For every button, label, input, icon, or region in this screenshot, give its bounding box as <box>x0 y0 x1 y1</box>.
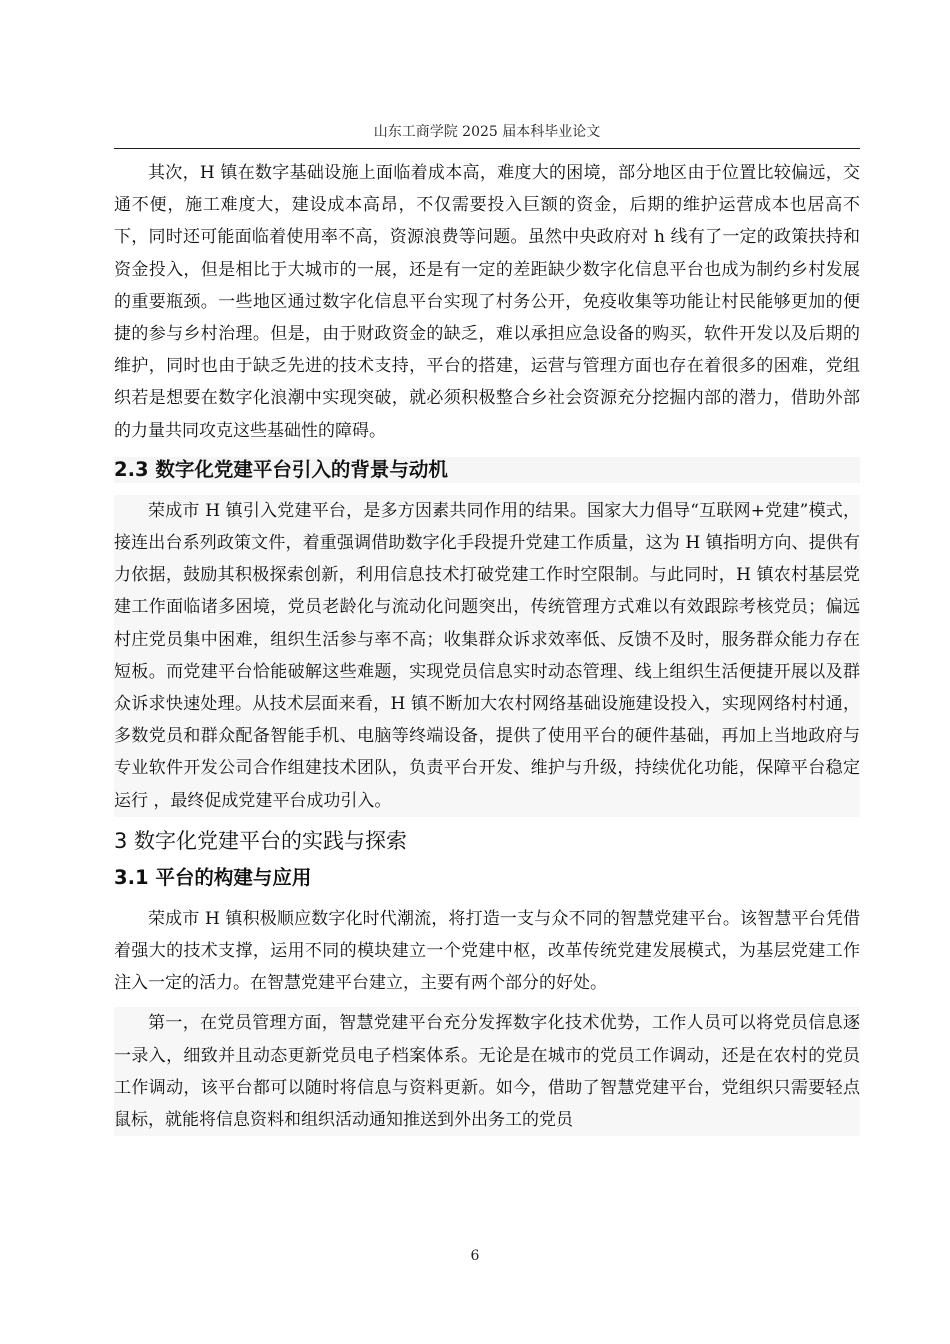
paragraph-member-management: 第一，在党员管理方面，智慧党建平台充分发挥数字化技术优势，工作人员可以将党员信息逐一录入，细致并且动态更新党员电子档案体系。无论是在城市的党员工作调动，还是在农村的党员工作调动，该平台都可以随时将信息与资料更新。如今，借助了智慧党建平台，党组织只需要轻点鼠标，就能将信息资料和组织活动通知推送到外出务工的党员 <box>114 1007 860 1136</box>
section-heading-3-1: 3.1 平台的构建与应用 <box>114 865 312 889</box>
paragraph-infrastructure-challenges: 其次，H 镇在数字基础设施上面临着成本高，难度大的困境，部分地区由于位置比较偏远，交通不便，施工难度大，建设成本高昂，不仅需要投入巨额的资金，后期的维护运营成本也居高不下，同时还可能面临着使用率不高，资源浪费等问题。虽然中央政府对 h 线有了一定的政策扶持和资金投入，但是相比于大城市的一展，还是有一定的差距缺少数字化信息平台也成为制约乡村发展的重要瓶颈。一些地区通过数字化信息平台实现了村务公开，免疫收集等功能让村民能够更加的便捷的参与乡村治理。但是，由于财政资金的缺乏，难以承担应急设备的购买，软件开发以及后期的维护，同时也由于缺乏先进的技术支持，平台的搭建，运营与管理方面也存在着很多的困难，党组织若是想要在数字化浪潮中实现突破，就必须积极整合乡社会资源充分挖掘内部的潜力，借助外部的力量共同攻克这些基础性的障碍。 <box>114 163 860 441</box>
running-header: 山东工商学院 2025 届本科毕业论文 <box>114 122 860 149</box>
page-body <box>114 122 860 1136</box>
paragraph-platform-construction: 荣成市 H 镇积极顺应数字化时代潮流，将打造一支与众不同的智慧党建平台。该智慧平台凭借着强大的技术支撑，运用不同的模块建立一个党建中枢，改革传统党建发展模式，为基层党建工作注入一定的活力。在智慧党建平台建立，主要有两个部分的好处。 <box>114 908 860 994</box>
section-heading-2-3: 2.3 数字化党建平台引入的背景与动机 <box>114 457 860 483</box>
paragraph-platform-background: 荣成市 H 镇引入党建平台，是多方因素共同作用的结果。国家大力倡导“互联网+党建”模式，接连出台系列政策文件，着重强调借助数字化手段提升党建工作质量，这为 H 镇指明方向、提供有力依据，鼓励其积极探索创新，利用信息技术打破党建工作时空限制。与此同时，H 镇农村基层党建工作面临诸多困境，党员老龄化与流动化问题突出，传统管理方式难以有效跟踪考核党员；偏远村庄党员集中困难，组织生活参与率不高；收集群众诉求效率低、反馈不及时，服务群众能力存在短板。而党建平台恰能破解这些难题，实现党员信息实时动态管理、线上组织生活便捷开展以及群众诉求快速处理。从技术层面来看，H 镇不断加大农村网络基础设施建设投入，实现网络村村通，多数党员和群众配备智能手机、电脑等终端设备，提供了使用平台的硬件基础，再加上当地政府与专业软件开发公司合作组建技术团队，负责平台开发、维护与升级，持续优化功能，保障平台稳定运行 ，最终促成党建平台成功引入。 <box>114 495 860 817</box>
page-number: 6 <box>470 1248 480 1264</box>
chapter-heading-3: 3 数字化党建平台的实践与探索 <box>114 828 408 853</box>
